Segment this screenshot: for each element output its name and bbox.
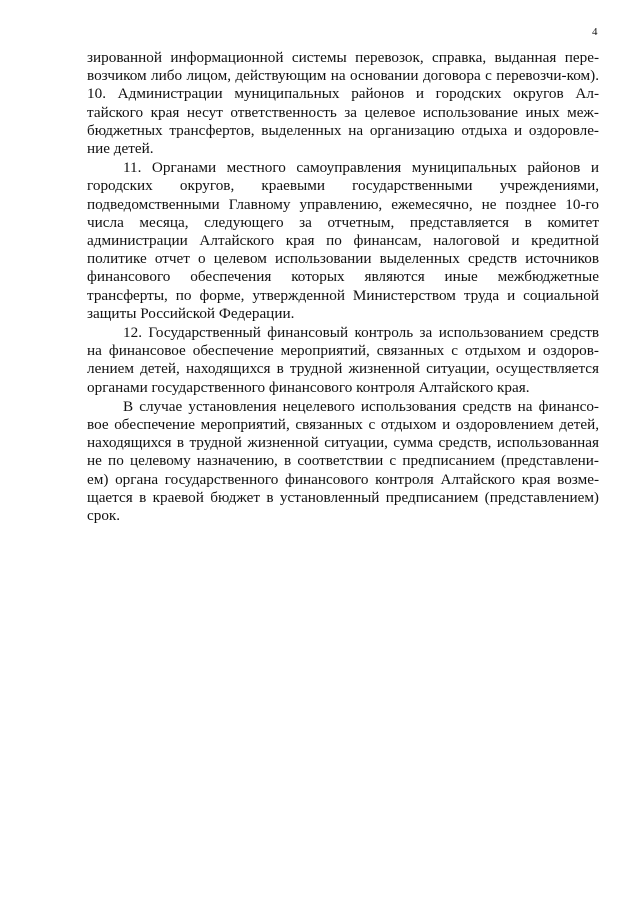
paragraph-continuation: зированной информационной системы перевозок, справка, выданная пере-возчиком либо лицом, действующим на основании договора с перевозчи-ком). 10. Администрации муниципальных районов и городских округов Ал-тайского края несут ответственность за целевое использование иных меж-бюджетных трансфертов, выделенных на организацию отдыха и оздоровле-ние детей. <box>87 49 599 158</box>
document-body <box>87 49 599 526</box>
page-number: 4 <box>592 26 598 38</box>
paragraph-12: 12. Государственный финансовый контроль за использованием средств на финансовое обеспечение мероприятий, связанных с отдыхом и оздоров-лением детей, находящихся в трудной жизненной ситуации, осуществляется органами государственного финансового контроля Алтайского края. <box>87 324 599 396</box>
paragraph-misuse-refund: В случае установления нецелевого использования средств на финансо-вое обеспечение мероприятий, связанных с отдыхом и оздоровлением детей, находящихся в трудной жизненной ситуации, сумма средств, использованная не по целевому назначению, в соответствии с предписанием (представлени-ем) органа государственного финансового контроля Алтайского края возме-щается в краевой бюджет в установленный предписанием (представлением) срок. <box>87 397 599 525</box>
paragraph-11: 11. Органами местного самоуправления муниципальных районов и городских округов, краевыми государственными учреждениями, подведомственными Главному управлению, ежемесячно, не позднее 10-го числа месяца, следующего за отчетным, представляется в комитет администрации Алтайского края по финансам, налоговой и кредитной политике отчет о целевом использовании выделенных средств источников финансового обеспечения которых являются иные межбюджетные трансферты, по форме, утвержденной Министерством труда и социальной защиты Российской Федерации. <box>87 159 599 322</box>
